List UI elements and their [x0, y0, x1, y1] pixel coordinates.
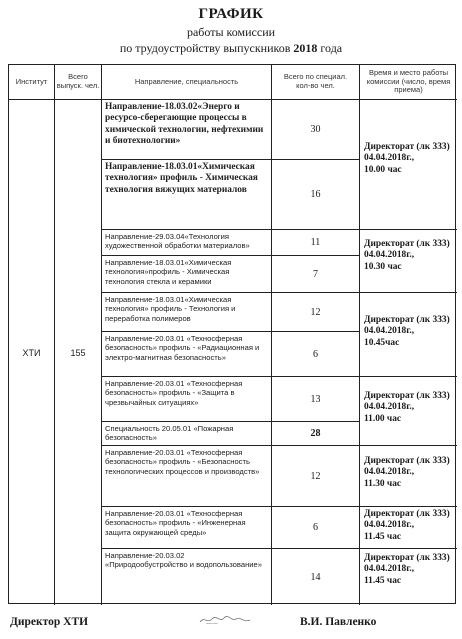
schedule-time: 11.45 час	[364, 575, 402, 586]
schedule-time: 11.45 час	[364, 531, 402, 542]
subtitle-prefix: по трудоустройству выпускников	[119, 41, 291, 55]
header-institute: Институт	[15, 76, 48, 86]
subtitle-year: 2018	[293, 41, 318, 55]
direction-cell: Направление-18.03.01«Химическая технология» профиль - Химическая технология вяжущих материалов	[105, 162, 258, 195]
count-cell: 7	[313, 268, 318, 280]
document-title: ГРАФИК	[198, 6, 264, 22]
signature-image	[196, 610, 256, 630]
direction-cell: Направление-20.03.01 «Техносферная безопасность» профиль - «Безопасность технологических процессов и производств»	[105, 448, 260, 476]
header-direction: Направление, специальность	[134, 76, 239, 86]
institute-name: ХТИ	[22, 347, 41, 358]
schedule-place: Директорат (лк 333)	[364, 456, 450, 466]
schedule-date: 04.04.2018г.,	[364, 564, 415, 575]
schedule-date: 04.04.2018г.,	[364, 250, 415, 261]
schedule-time: 11.00 час	[364, 413, 402, 424]
institute-total: 155	[70, 347, 86, 358]
count-cell: 14	[310, 571, 321, 583]
header-count: Всего по специал. кол-во чел.	[283, 72, 348, 90]
count-cell: 30	[310, 124, 321, 135]
schedule-cell	[360, 377, 457, 445]
schedule-time: 10.45час	[364, 337, 400, 348]
header-time: Время и место работы комиссии (число, время приема)	[366, 68, 451, 95]
schedule-place: Директорат (лк 333)	[364, 142, 450, 152]
schedule-place: Директорат (лк 333)	[364, 509, 450, 519]
schedule-date: 04.04.2018г.,	[364, 467, 415, 478]
footer-position: Директор ХТИ	[10, 616, 89, 628]
count-cell: 28	[310, 428, 321, 439]
schedule-cell	[360, 549, 457, 605]
schedule-cell	[360, 293, 457, 376]
direction-cell: Направление-18.03.01«Химическая технология» профиль - Технология и переработка полимеров	[105, 295, 236, 323]
count-cell: 12	[310, 306, 321, 318]
direction-cell: Специальность 20.05.01 «Пожарная безопасность»	[105, 424, 234, 443]
direction-cell: Направление-20.03.02 «Природообустройство и водопользование»	[105, 551, 262, 570]
count-cell: 6	[313, 522, 318, 533]
count-cell: 12	[310, 470, 321, 482]
header-graduates: Всего выпуск. чел.	[56, 72, 100, 90]
schedule-cell	[360, 446, 457, 506]
direction-cell: Направление-20.03.01 «Техносферная безопасность» профиль - «Инженерная защита окружающей среды»	[105, 509, 246, 537]
schedule-date: 04.04.2018г.,	[364, 326, 415, 337]
direction-cell: Направление-18.03.01«Химическая технология»профиль - Химическая технология стекла и керамики	[105, 258, 232, 286]
direction-cell: Направление-20.03.01 «Техносферная безопасность» профиль - «Защита в чрезвычайных ситуациях»	[105, 379, 243, 407]
schedule-time: 10.00 час	[364, 164, 402, 175]
schedule-place: Директорат (лк 333)	[364, 391, 450, 401]
schedule-time: 10.30 час	[364, 261, 402, 272]
schedule-cell	[360, 507, 457, 548]
count-cell: 11	[310, 237, 321, 248]
schedule-place: Директорат (лк 333)	[364, 315, 450, 325]
direction-cell: Направление-18.03.02«Энерго и ресурсо-сберегающие процессы в химической технологии, нефтехимии и биотехнологии»	[105, 102, 264, 146]
document-subtitle-2	[0, 41, 462, 56]
schedule-time: 11.30 час	[364, 478, 402, 489]
schedule-place: Директорат (лк 333)	[364, 553, 450, 563]
count-cell: 16	[310, 189, 321, 200]
schedule-cell	[360, 100, 457, 229]
subtitle-suffix: года	[320, 41, 343, 55]
schedule-date: 04.04.2018г.,	[364, 153, 415, 164]
direction-cell: Направление-29.03.04«Технология художественной обработки материалов»	[105, 232, 250, 251]
document-subtitle: работы комиссии	[186, 25, 276, 39]
count-cell: 13	[310, 393, 321, 405]
count-cell: 6	[313, 348, 318, 360]
schedule-date: 04.04.2018г.,	[364, 402, 415, 413]
schedule-date: 04.04.2018г.,	[364, 520, 415, 531]
direction-cell: Направление-20.03.01 «Техносферная безопасность» профиль - «Радиационная и электро-магнитная безопасность»	[105, 334, 260, 362]
schedule-cell	[360, 230, 457, 292]
footer-signatory: В.И. Павленко	[300, 616, 377, 628]
schedule-place: Директорат (лк 333)	[364, 239, 450, 249]
schedule-table	[8, 64, 456, 604]
